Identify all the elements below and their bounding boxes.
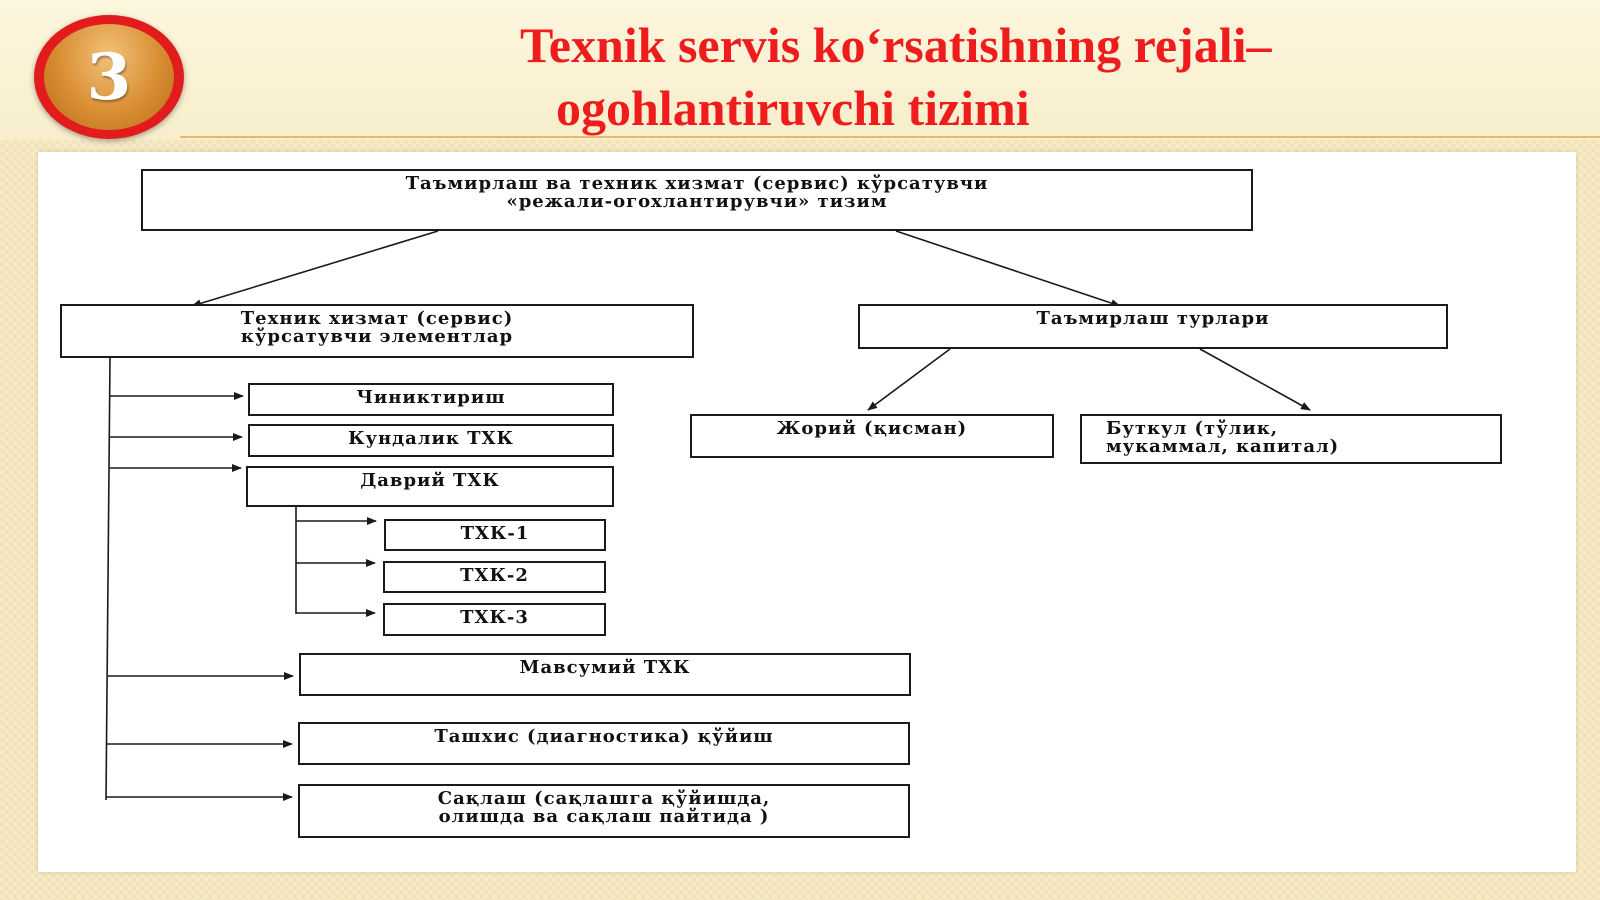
slide-number-badge <box>34 15 184 139</box>
item-seasonal-service-label: Мавсумий ТХК <box>519 657 691 678</box>
sub-item-2 <box>383 561 606 593</box>
item-periodic-service <box>246 466 614 507</box>
arrow-root-to-elements <box>192 231 438 306</box>
sub-item-3 <box>383 603 606 636</box>
root-box <box>141 169 1253 231</box>
item-running-in <box>248 383 614 416</box>
repair-full-box <box>1080 414 1502 464</box>
arrow-repair-to-full <box>1200 349 1310 410</box>
slide-number: 3 <box>44 24 174 130</box>
item-periodic-service-label: Даврий ТХК <box>360 470 500 491</box>
sub-item-1-label: ТХК-1 <box>460 523 530 544</box>
sub-item-3-label: ТХК-3 <box>460 607 529 628</box>
slide-title <box>520 14 1420 140</box>
item-daily-service-label: Кундалик ТХК <box>348 428 514 449</box>
root-line1: Таъмирлаш ва техник хизмат (сервис) кўрсатувчи <box>405 173 989 194</box>
item-seasonal-service <box>299 653 911 696</box>
repair-current-label: Жорий (қисман) <box>776 418 968 439</box>
repair-full-line2: мукаммал, капитал) <box>1106 436 1340 457</box>
slide-title-line2: ogohlantiruvchi tizimi <box>556 80 1030 136</box>
repair-types-box <box>858 304 1448 349</box>
spine-main <box>106 358 110 800</box>
sub-item-1 <box>384 519 606 551</box>
item-diagnostics-label: Ташхис (диагностика) қўйиш <box>434 726 774 747</box>
repair-current-box <box>690 414 1054 458</box>
diagram-panel <box>38 152 1576 872</box>
item-storage <box>298 784 910 838</box>
service-elements-line2: кўрсатувчи элементлар <box>240 326 514 347</box>
item-daily-service <box>248 424 614 457</box>
item-storage-line2: олишда ва сақлаш пайтида ) <box>438 806 770 827</box>
repair-types-label: Таъмирлаш турлари <box>1036 308 1270 329</box>
root-line2: «режали-огохлантирувчи» тизим <box>506 191 888 212</box>
slide-title-line1: Texnik servis ko‘rsatishning rejali– <box>520 17 1272 73</box>
repair-full-line1: Буткул (тўлик, <box>1106 418 1279 439</box>
service-elements-box <box>60 304 694 358</box>
service-elements-line1: Техник хизмат (сервис) <box>240 308 514 329</box>
arrow-root-to-repair <box>896 231 1120 306</box>
arrow-repair-to-current <box>868 349 950 410</box>
item-running-in-label: Чиниктириш <box>356 387 506 408</box>
item-storage-line1: Сақлаш (сақлашга қўйишда, <box>437 788 771 809</box>
sub-item-2-label: ТХК-2 <box>460 565 529 586</box>
item-diagnostics <box>298 722 910 765</box>
